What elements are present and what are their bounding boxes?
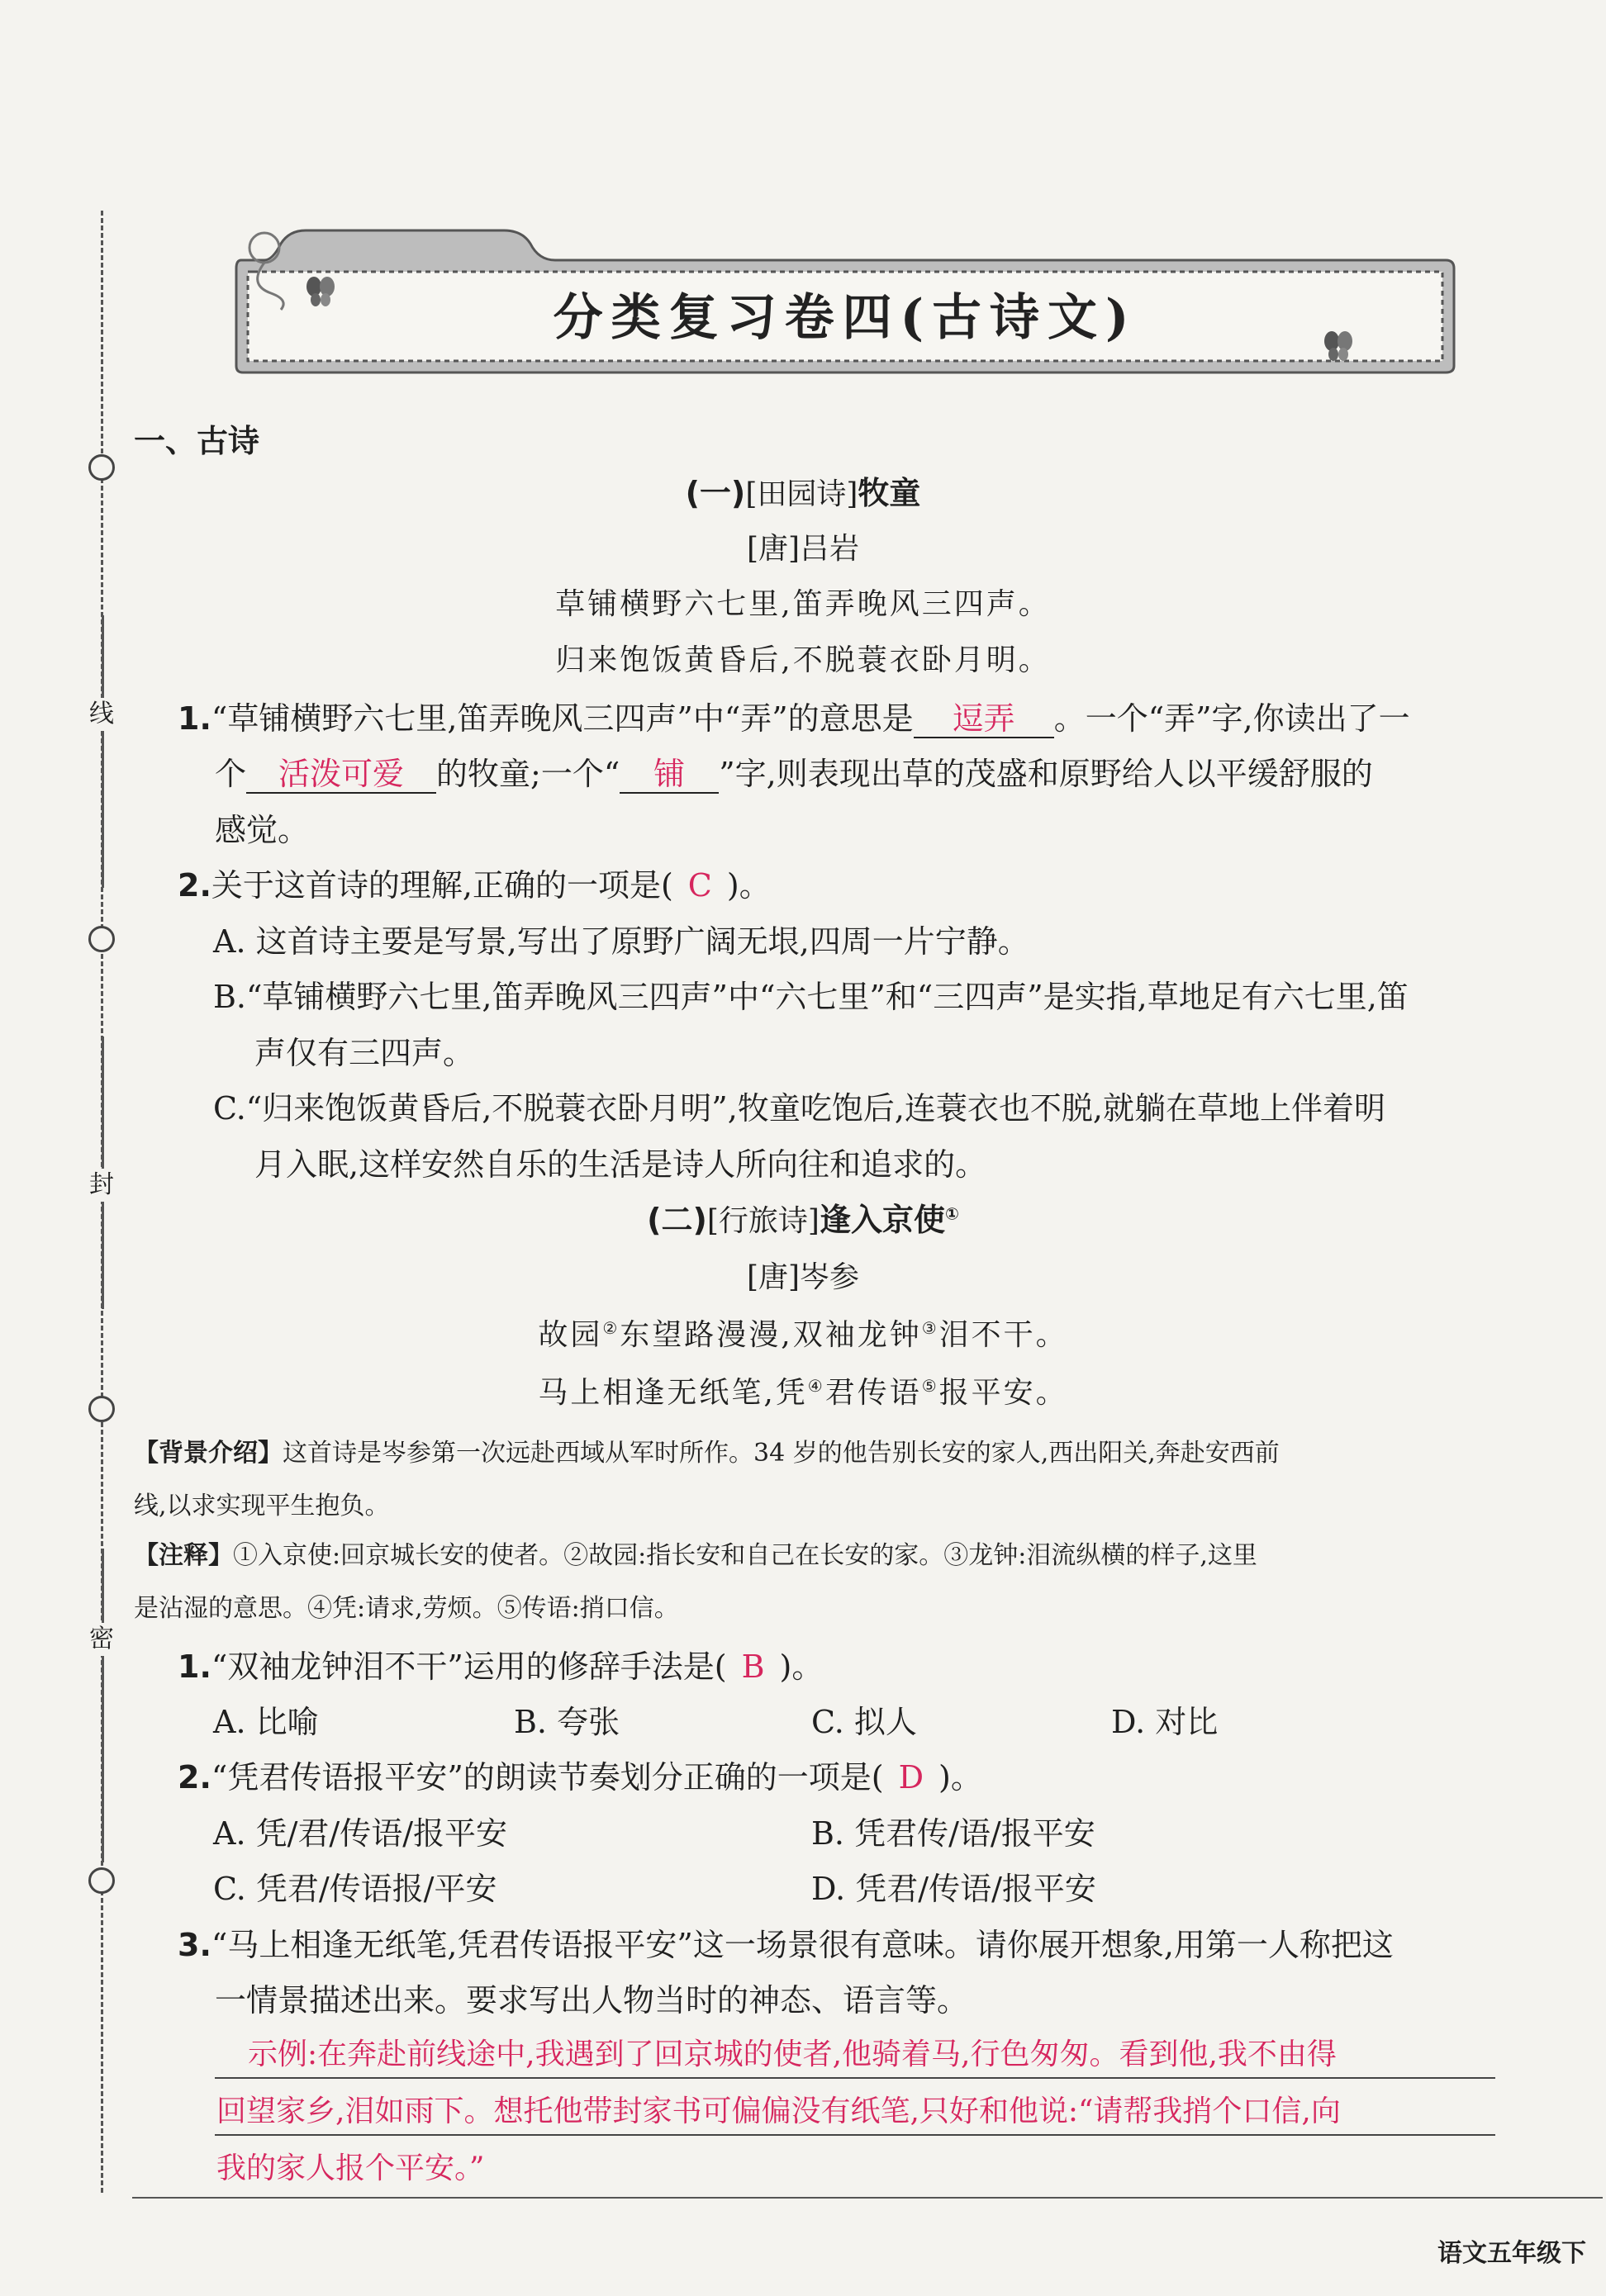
poem1-number: (一) <box>685 475 746 511</box>
section-heading: 一、古诗 <box>134 423 260 459</box>
poem2-author: [唐]岑参 <box>746 1260 860 1294</box>
note-marker: ① <box>944 1203 959 1224</box>
question <box>178 1648 823 1686</box>
question-text: 的牧童;一个“ <box>436 756 620 792</box>
question-number: 2. <box>178 1759 211 1796</box>
binding-hole <box>88 926 115 952</box>
question-text: ”字,则表现出草的茂盛和原野给人以平缓舒服的 <box>719 756 1373 792</box>
question-text: 个 <box>215 756 247 792</box>
question-text: “凭君传语报平安”的朗读节奏划分正确的一项是( <box>211 1759 884 1796</box>
poem1-line: 草铺横野六七里,笛弄晚风三四声。 <box>555 587 1051 621</box>
answer-blank: 活泼可爱 <box>246 757 436 794</box>
sample-answer: 我的家人报个平安。” <box>216 2151 485 2185</box>
answer-line <box>215 2134 1495 2136</box>
poem2-tag: [行旅诗] <box>706 1204 820 1238</box>
answer-line <box>215 2077 1495 2079</box>
option: C. 凭君/传语报/平安 <box>213 1871 497 1907</box>
choice-answer: B <box>741 1648 765 1685</box>
binding-mark-seal: 封 <box>85 1169 118 1202</box>
poem1-author: [唐]吕岩 <box>746 532 860 566</box>
question-text: )。 <box>938 1759 982 1796</box>
question-text: “草铺横野六七里,笛弄晚风三四声”中“弄”的意思是 <box>211 700 914 737</box>
question-line: 感觉。 <box>215 812 310 848</box>
question-text: 关于这首诗的理解,正确的一项是( <box>211 867 673 904</box>
answer-blank: 铺 <box>620 757 719 794</box>
poem2-line: 故园②东望路漫漫,双袖龙钟③泪不干。 <box>538 1318 1068 1352</box>
poem1-line: 归来饱饭黄昏后,不脱蓑衣卧月明。 <box>555 643 1051 677</box>
question-text: )。 <box>726 867 771 904</box>
question-number: 2. <box>178 867 211 904</box>
question <box>178 700 1410 738</box>
question-text: “马上相逢无纸笔,凭君传语报平安”这一场景很有意味。请你展开想象,用第一人称把这 <box>211 1927 1394 1963</box>
question-line <box>215 756 1373 794</box>
option: C. 拟人 <box>811 1704 917 1740</box>
question-text: “双袖龙钟泪不干”运用的修辞手法是( <box>211 1648 727 1685</box>
option: D. 凭君/传语/报平安 <box>811 1871 1096 1907</box>
question-number: 3. <box>178 1927 211 1963</box>
annotations-line: 是沾湿的意思。④凭:请求,劳烦。⑤传语:捎口信。 <box>134 1594 679 1623</box>
background-label: 【背景介绍】 <box>134 1439 283 1468</box>
poem1-title <box>0 475 1606 513</box>
sample-answer: 回望家乡,泪如雨下。想托他带封家书可偏偏没有纸笔,只好和他说:“请帮我捎个口信,向 <box>216 2094 1341 2128</box>
question <box>178 867 771 905</box>
poem2-number: (二) <box>647 1202 707 1238</box>
choice-answer: D <box>898 1759 924 1796</box>
option: A. 比喻 <box>213 1704 319 1740</box>
option: 月入眠,这样安然自乐的生活是诗人所向往和追求的。 <box>254 1146 987 1183</box>
notes-label: 【注释】 <box>134 1541 233 1570</box>
background-intro-line: 线,以求实现平生抱负。 <box>134 1492 390 1520</box>
poem2-name: 逢入京使 <box>819 1202 945 1238</box>
poem2-title <box>0 1202 1606 1240</box>
background-intro: 【背景介绍】这首诗是岑参第一次远赴西域从军时所作。34 岁的他告别长安的家人,西出阳关,奔赴安西前 <box>134 1439 1280 1468</box>
sample-answer: 示例:在奔赴前线途中,我遇到了回京城的使者,他骑着马,行色匆匆。看到他,我不由得 <box>248 2037 1337 2071</box>
title-banner <box>231 227 1459 376</box>
option: A. 这首诗主要是写景,写出了原野广阔无垠,四周一片宁静。 <box>213 923 1029 960</box>
answer-line <box>132 2197 1603 2199</box>
page-footer: 语文五年级下 <box>1437 2239 1586 2268</box>
option: D. 对比 <box>1111 1704 1219 1740</box>
margin-line <box>102 1549 104 1862</box>
answer-blank: 逗弄 <box>914 702 1054 738</box>
choice-answer: C <box>687 867 712 904</box>
question <box>178 1927 1394 1965</box>
binding-mark-line: 线 <box>85 698 118 731</box>
question-number: 1. <box>178 700 211 737</box>
option: B.“草铺横野六七里,笛弄晚风三四声”中“六七里”和“三四声”是实指,草地足有六七里,笛 <box>213 979 1409 1015</box>
page-title: 分类复习卷四(古诗文) <box>553 289 1138 347</box>
option: 声仅有三四声。 <box>254 1035 475 1071</box>
poem1-tag: [田园诗] <box>745 477 858 511</box>
poem1-name: 牧童 <box>858 475 921 511</box>
option: A. 凭/君/传语/报平安 <box>213 1815 508 1852</box>
question-text: 。一个“弄”字,你读出了一 <box>1053 700 1410 737</box>
poem2-line: 马上相逢无纸笔,凭④君传语⑤报平安。 <box>538 1376 1068 1410</box>
option: B. 夸张 <box>514 1704 620 1740</box>
question-number: 1. <box>178 1648 211 1685</box>
option: B. 凭君传/语/报平安 <box>811 1815 1095 1852</box>
annotations: 【注释】①入京使:回京城长安的使者。②故园:指长安和自己在长安的家。③龙钟:泪流纵横的样子,这里 <box>134 1541 1257 1570</box>
option: C.“归来饱饭黄昏后,不脱蓑衣卧月明”,牧童吃饱后,连蓑衣也不脱,就躺在草地上伴着明 <box>213 1090 1385 1127</box>
question-text: )。 <box>779 1648 824 1685</box>
binding-hole <box>88 1867 115 1894</box>
binding-mark-secret: 密 <box>85 1623 118 1656</box>
question <box>178 1759 982 1797</box>
question-line: 一情景描述出来。要求写出人物当时的神态、语言等。 <box>215 1982 969 2018</box>
